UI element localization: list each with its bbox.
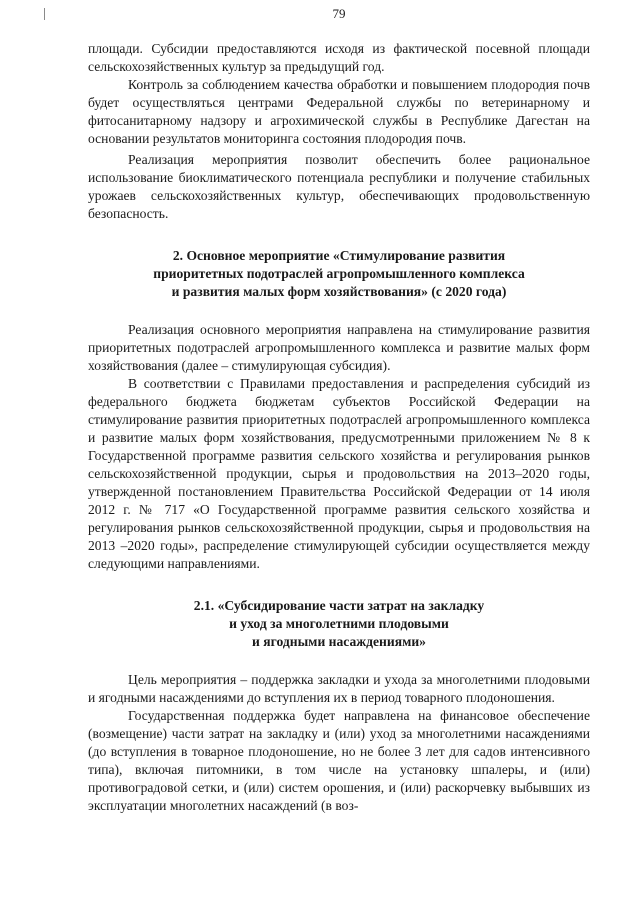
paragraph: площади. Субсидии предоставляются исходя из фактической посевной площади сельскохозяйственных культур за предыдущий год.	[88, 41, 590, 74]
heading-line: и ягодными насаждениями»	[252, 634, 426, 649]
heading-line: и развития малых форм хозяйствования» (с 2020 года)	[171, 284, 507, 299]
heading-line: и уход за многолетними плодовыми	[229, 616, 449, 631]
paragraph: Государственная поддержка будет направлена на финансовое обеспечение (возмещение) части затрат на закладку и (или) уход за многолетними насаждениями (до вступления в товарное плодоношение, но не более 3 лет для садов интенсивного типа), включая питомники, в том числе на установку шпалеры, и (или) противоградовой сетки, и (или) систем орошения, и (или) раскорчевку выбывших из эксплуатации многолетних насаждений (в воз-	[88, 708, 590, 813]
scan-mark	[44, 8, 45, 20]
paragraph: Цель мероприятия – поддержка закладки и ухода за многолетними плодовыми и ягодными насаждениями до вступления их в период товарного плодоношения.	[88, 672, 590, 705]
heading-line: приоритетных подотраслей агропромышленного комплекса	[153, 266, 525, 281]
heading-line: 2.1. «Субсидирование части затрат на закладку	[193, 598, 485, 613]
page-content	[88, 40, 590, 815]
paragraph: Контроль за соблюдением качества обработки и повышением плодородия почв будет осуществляться центрами Федеральной службы по ветеринарному и фитосанитарному надзору и агрохимической службы в Республике Дагестан на основании результатов мониторинга состояния плодородия почв.	[88, 77, 590, 146]
paragraph: Реализация основного мероприятия направлена на стимулирование развития приоритетных подотраслей агропромышленного комплекса и развитие малых форм хозяйствования (далее – стимулирующая субсидия).	[88, 322, 590, 373]
paragraph: Реализация мероприятия позволит обеспечить более рациональное использование биоклиматического потенциала республики и получение стабильных урожаев сельскохозяйственных культур, обеспечивающих продовольственную безопасность.	[88, 152, 590, 221]
page-number: 79	[332, 6, 346, 21]
heading-line: 2. Основное мероприятие «Стимулирование развития	[172, 248, 506, 263]
section-heading-2	[88, 247, 590, 301]
section-heading-2-1	[88, 597, 590, 651]
paragraph: В соответствии с Правилами предоставления и распределения субсидий из федерального бюджета бюджетам субъектов Российской Федерации на стимулирование развития приоритетных подотраслей агропромышленного комплекса и развитие малых форм хозяйствования, предусмотренными приложением № 8 к Государственной программе развития сельского хозяйства и регулирования рынков сельскохозяйственной продукции, сырья и продовольствия на 2013–2020 годы, утвержденной постановлением Правительства Российской Федерации от 14 июля 2012 г. № 717 «О Государственной программе развития сельского хозяйства и регулирования рынков сельскохозяйственной продукции, сырья и продовольствия на 2013 –2020 годы», распределение стимулирующей субсидии осуществляется между следующими направлениями.	[88, 376, 590, 571]
